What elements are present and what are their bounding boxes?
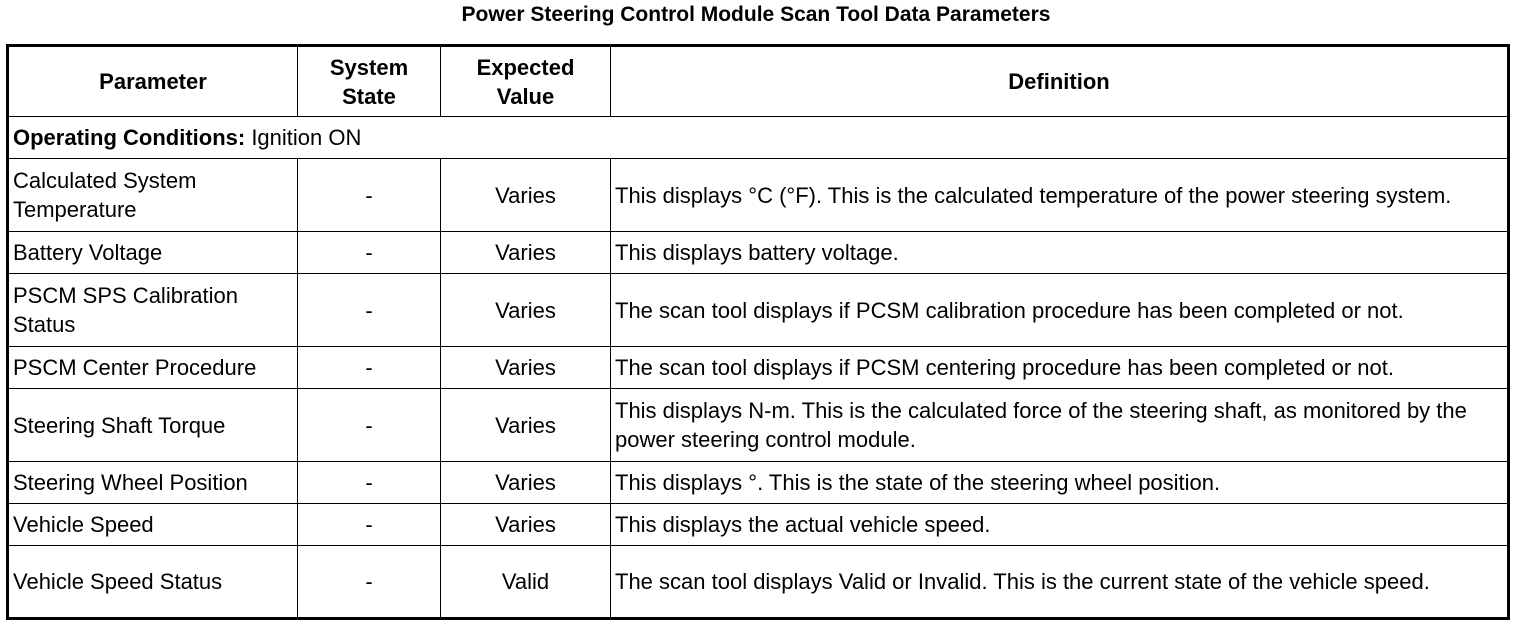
- definition-cell: This displays the actual vehicle speed.: [611, 504, 1509, 546]
- system-state-cell: -: [298, 347, 441, 389]
- definition-cell: The scan tool displays Valid or Invalid. This is the current state of the vehicle speed.: [611, 546, 1509, 619]
- table-row: [8, 462, 1509, 504]
- definition-cell: The scan tool displays if PCSM calibration procedure has been completed or not.: [611, 274, 1509, 347]
- scan-tool-data-table: [6, 44, 1510, 620]
- table-row: [8, 159, 1509, 232]
- definition-cell: This displays N-m. This is the calculated force of the steering shaft, as monitored by the power steering control module.: [611, 389, 1509, 462]
- system-state-cell: -: [298, 159, 441, 232]
- system-state-cell: -: [298, 274, 441, 347]
- parameter-cell: Steering Shaft Torque: [8, 389, 298, 462]
- expected-value-cell: Varies: [441, 274, 611, 347]
- operating-conditions-cell: [8, 117, 1509, 159]
- expected-value-cell: Varies: [441, 232, 611, 274]
- parameter-cell: PSCM SPS Calibration Status: [8, 274, 298, 347]
- system-state-cell: -: [298, 546, 441, 619]
- system-state-cell: -: [298, 504, 441, 546]
- parameter-cell: Vehicle Speed Status: [8, 546, 298, 619]
- expected-value-cell: Valid: [441, 546, 611, 619]
- expected-value-cell: Varies: [441, 159, 611, 232]
- expected-value-cell: Varies: [441, 504, 611, 546]
- table-header-row: [8, 46, 1509, 117]
- page-title: Power Steering Control Module Scan Tool Data Parameters: [461, 3, 1051, 26]
- header-expected-value-line1: Expected: [476, 54, 575, 80]
- system-state-cell: -: [298, 389, 441, 462]
- system-state-cell: -: [298, 232, 441, 274]
- operating-conditions-label: Operating Conditions:: [13, 125, 246, 150]
- table-row: [8, 347, 1509, 389]
- expected-value-cell: Varies: [441, 347, 611, 389]
- table-row: [8, 389, 1509, 462]
- header-parameter: Parameter: [8, 46, 298, 117]
- expected-value-cell: Varies: [441, 462, 611, 504]
- header-system-state-line1: System: [329, 54, 409, 80]
- definition-cell: This displays °. This is the state of the steering wheel position.: [611, 462, 1509, 504]
- expected-value-cell: Varies: [441, 389, 611, 462]
- header-definition: Definition: [611, 46, 1509, 117]
- parameter-cell: Calculated System Temperature: [8, 159, 298, 232]
- definition-cell: This displays °C (°F). This is the calculated temperature of the power steering system.: [611, 159, 1509, 232]
- table-row: [8, 232, 1509, 274]
- header-system-state-line2: State: [342, 83, 396, 109]
- table-row: [8, 274, 1509, 347]
- parameter-cell: Battery Voltage: [8, 232, 298, 274]
- header-expected-value: [441, 46, 611, 117]
- table-row: [8, 546, 1509, 619]
- header-expected-value-line2: Value: [496, 83, 555, 109]
- parameter-cell: Vehicle Speed: [8, 504, 298, 546]
- system-state-cell: -: [298, 462, 441, 504]
- parameter-cell: PSCM Center Procedure: [8, 347, 298, 389]
- definition-cell: The scan tool displays if PCSM centering procedure has been completed or not.: [611, 347, 1509, 389]
- header-system-state: [298, 46, 441, 117]
- definition-cell: This displays battery voltage.: [611, 232, 1509, 274]
- table-row: [8, 504, 1509, 546]
- parameter-cell: Steering Wheel Position: [8, 462, 298, 504]
- operating-conditions-row: [8, 117, 1509, 159]
- operating-conditions-value: Ignition ON: [245, 125, 362, 150]
